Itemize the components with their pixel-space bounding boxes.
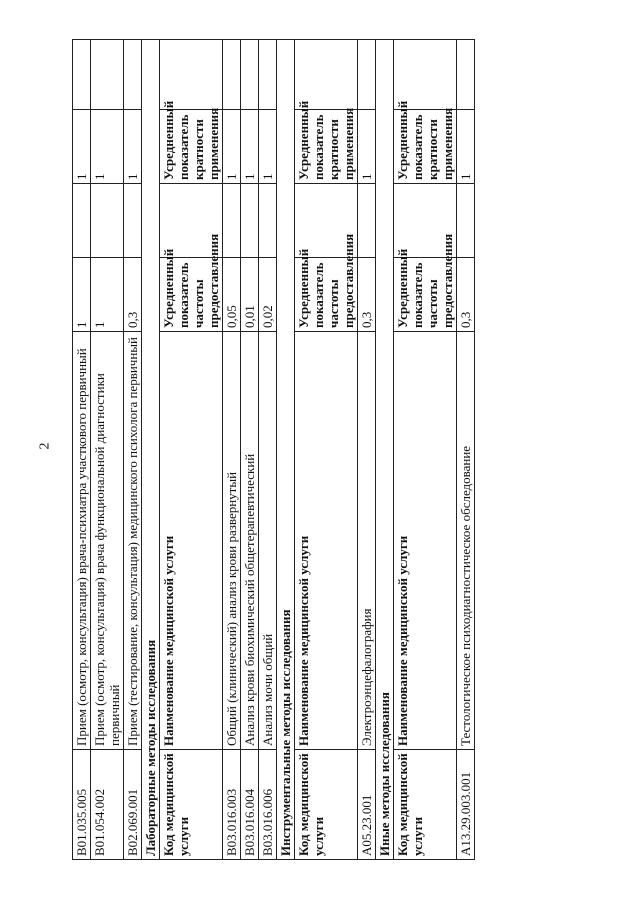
table-row (91, 40, 124, 860)
header-code: Код медицинской услуги (394, 750, 457, 860)
service-name: Тестологическое психодиагностическое обследование (457, 332, 475, 750)
service-mult: 1 (91, 110, 124, 184)
header-mult: Усредненный показатель кратности применения (160, 110, 223, 184)
service-name: Общий (клинический) анализ крови развернутый (223, 332, 241, 750)
service-name: Электроэнцефалография (358, 332, 376, 750)
header-row (394, 40, 457, 860)
service-name: Анализ мочи общий (259, 332, 277, 750)
service-freq: 0,05 (223, 258, 241, 332)
service-code: А05.23.001 (358, 750, 376, 860)
section-row-instr (277, 40, 295, 860)
header-code: Код медицинской услуги (160, 750, 223, 860)
service-code: В01.054.002 (91, 750, 124, 860)
header-mult: Усредненный показатель кратности применения (394, 110, 457, 184)
service-freq: 0,01 (241, 258, 259, 332)
header-row (160, 40, 223, 860)
header-row (295, 40, 358, 860)
rotated-table-wrapper (72, 40, 475, 860)
service-mult: 1 (73, 110, 91, 184)
header-name: Наименование медицинской услуги (295, 332, 358, 750)
header-code: Код медицинской услуги (295, 750, 358, 860)
service-name: Прием (осмотр, консультация) врача-психиатра участкового первичный (73, 332, 91, 750)
service-mult: 1 (457, 110, 475, 184)
service-freq: 0,3 (124, 258, 142, 332)
section-title: Лабораторные методы исследования (142, 40, 160, 860)
table-row (124, 40, 142, 860)
section-title: Инструментальные методы исследования (277, 40, 295, 860)
section-row-lab (142, 40, 160, 860)
service-freq: 1 (73, 258, 91, 332)
header-freq: Усредненный показатель частоты предоставления (394, 258, 457, 332)
service-code: В03.016.006 (259, 750, 277, 860)
service-mult: 1 (241, 110, 259, 184)
table-row (241, 40, 259, 860)
service-freq: 1 (91, 258, 124, 332)
header-name: Наименование медицинской услуги (394, 332, 457, 750)
header-freq: Усредненный показатель частоты предоставления (295, 258, 358, 332)
header-freq: Усредненный показатель частоты предоставления (160, 258, 223, 332)
table-row (73, 40, 91, 860)
service-freq: 0,3 (457, 258, 475, 332)
service-code: В03.016.003 (223, 750, 241, 860)
service-name: Анализ крови биохимический общетерапевтический (241, 332, 259, 750)
service-name: Прием (тестирование, консультация) медицинского психолога первичный (124, 332, 142, 750)
table-row (457, 40, 475, 860)
header-mult: Усредненный показатель кратности применения (295, 110, 358, 184)
services-table (72, 39, 475, 860)
page-number: 2 (37, 442, 53, 450)
service-mult: 1 (124, 110, 142, 184)
service-freq: 0,3 (358, 258, 376, 332)
service-code: В02.069.001 (124, 750, 142, 860)
service-freq: 0,02 (259, 258, 277, 332)
table-row (358, 40, 376, 860)
table-row (259, 40, 277, 860)
service-mult: 1 (358, 110, 376, 184)
header-name: Наименование медицинской услуги (160, 332, 223, 750)
service-code: В03.016.004 (241, 750, 259, 860)
service-name: Прием (осмотр, консультация) врача функциональной диагностики первичный (91, 332, 124, 750)
section-row-other (376, 40, 394, 860)
table-row (223, 40, 241, 860)
service-mult: 1 (259, 110, 277, 184)
service-code: В01.035.005 (73, 750, 91, 860)
section-title: Иные методы исследования (376, 40, 394, 860)
service-mult: 1 (223, 110, 241, 184)
service-code: А13.29.003.001 (457, 750, 475, 860)
